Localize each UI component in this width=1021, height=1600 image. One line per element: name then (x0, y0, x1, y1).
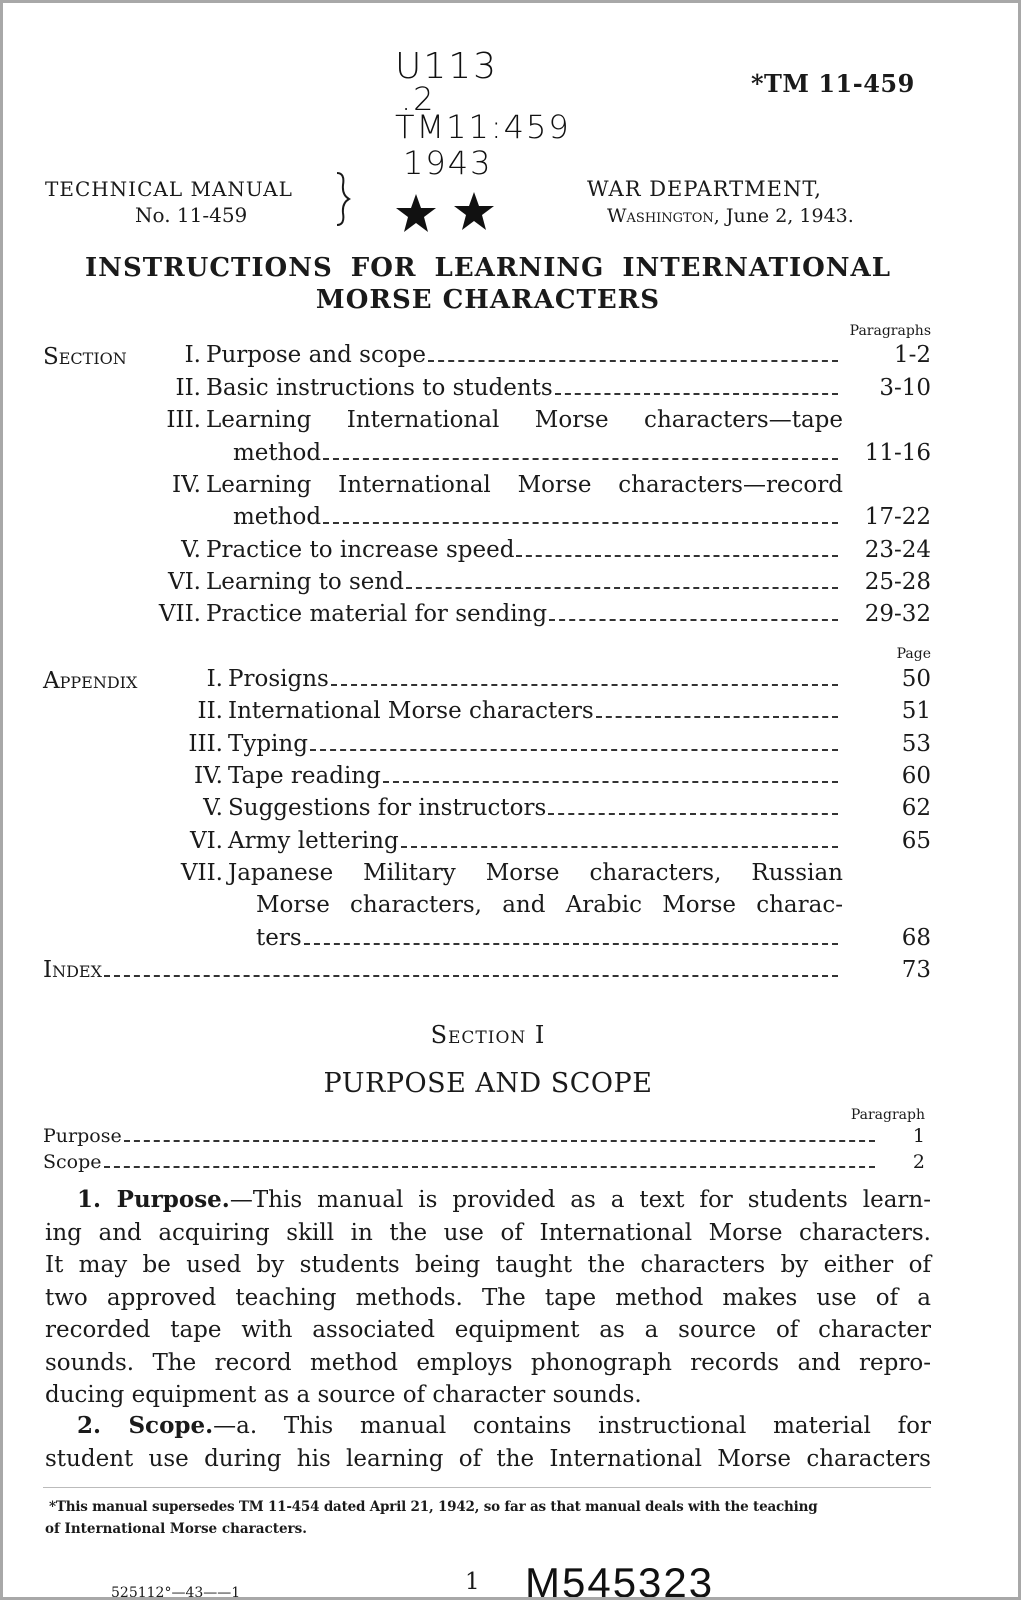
paragraph-line: 1. Purpose.—This manual is provided as a text for students learn- (77, 1186, 931, 1213)
toc-leader (401, 846, 838, 848)
toc-leader (104, 1166, 875, 1168)
toc-leader (304, 943, 838, 945)
toc-entry-ref: 62 (901, 795, 931, 821)
paragraph-line: It may be used by students being taught the characters by either of (45, 1252, 931, 1278)
toc-entry-ref: 29-32 (864, 601, 931, 627)
toc-entry-ref: 60 (901, 763, 931, 789)
paragraph-line: 2. Scope.—a. This manual contains instructional material for (77, 1412, 931, 1439)
toc-entry[interactable] (228, 795, 846, 821)
toc-entry-index[interactable] (43, 957, 846, 983)
brace-icon (335, 171, 351, 227)
toc-numeral: III. (166, 407, 201, 433)
section-heading: Section I (430, 1021, 546, 1049)
toc-entry-label: Suggestions for instructors (228, 795, 547, 821)
toc-section-prefix: Section (43, 344, 127, 370)
toc-leader (549, 619, 838, 621)
toc-entry[interactable] (233, 504, 846, 530)
paragraph-purpose (45, 1184, 931, 1412)
toc-numeral: I. (184, 342, 201, 368)
handwritten-note-2: .2 (401, 80, 436, 118)
toc-numeral: IV. (172, 472, 201, 498)
toc-entry-label: Tape reading (228, 763, 381, 789)
toc-entry-ref: 25-28 (864, 569, 931, 595)
toc-entry[interactable] (228, 828, 846, 854)
footnote-line2: of International Morse characters. (45, 1521, 307, 1537)
mini-toc-col-header: Paragraph (850, 1107, 925, 1123)
mini-toc-label: Purpose (43, 1125, 122, 1147)
toc-entry-ref: 3-10 (879, 375, 931, 401)
mini-toc-entry[interactable] (43, 1125, 883, 1147)
handwritten-note-1: U113 (395, 46, 499, 87)
toc-entry-label: Index (43, 957, 102, 983)
header-right-line2 (607, 205, 854, 227)
toc-numeral: VII. (180, 860, 223, 886)
toc-entry-label: Typing (228, 731, 308, 757)
toc-entry-ref: 23-24 (864, 537, 931, 563)
toc-entry-ref: 50 (901, 666, 931, 692)
toc-leader (548, 813, 838, 815)
toc-numeral: II. (175, 375, 201, 401)
toc-entry-label: Practice material for sending (206, 601, 548, 627)
toc-numeral: III. (188, 731, 223, 757)
toc-entry-ref: 51 (901, 698, 931, 724)
print-code: 525112°—43——1 (111, 1585, 241, 1600)
paragraph-line: ducing equipment as a source of character sounds. (45, 1382, 642, 1408)
header-date: , June 2, 1943. (713, 205, 854, 227)
toc-col-header-page: Page (896, 646, 931, 662)
toc-entry-label[interactable]: Morse characters, and Arabic Morse charac- (256, 892, 843, 918)
toc-entry-ref: 17-22 (864, 504, 931, 530)
star-icon (453, 191, 495, 231)
doc-code: *TM 11-459 (751, 69, 915, 98)
toc-numeral: II. (197, 698, 223, 724)
toc-leader (596, 716, 838, 718)
paragraph-line: two approved teaching methods. The tape method makes use of a (45, 1284, 931, 1311)
toc-leader (516, 555, 838, 557)
toc-entry[interactable] (206, 569, 846, 595)
handwritten-note-4: 1943 (403, 144, 493, 182)
document-title-line1: INSTRUCTIONS FOR LEARNING INTERNATIONAL (85, 253, 891, 283)
toc-leader (124, 1140, 875, 1142)
toc-numeral: V. (203, 795, 223, 821)
star-icon (395, 193, 437, 233)
toc-entry[interactable] (206, 375, 846, 401)
toc-entry[interactable] (206, 537, 846, 563)
toc-entry[interactable] (206, 601, 846, 627)
paragraph-lead: 1. Purpose. (77, 1186, 230, 1213)
toc-entry[interactable] (256, 925, 846, 951)
toc-entry-label[interactable]: Learning International Morse characters—record (206, 472, 843, 498)
footnote-rule (43, 1487, 931, 1488)
toc-leader (555, 393, 838, 395)
paragraph-line: student use during his learning of the International Morse characters (45, 1445, 931, 1472)
toc-leader (331, 684, 838, 686)
paragraph-line: ing and acquiring skill in the use of International Morse characters. (45, 1219, 931, 1246)
page-number: 1 (465, 1569, 480, 1595)
toc-entry-label: Prosigns (228, 666, 329, 692)
toc-entry[interactable] (228, 698, 846, 724)
toc-entry-label[interactable]: Japanese Military Morse characters, Russian (228, 860, 843, 886)
footnote-line1: *This manual supersedes TM 11-454 dated April 21, 1942, so far as that manual deals with the teaching (49, 1499, 818, 1515)
toc-entry-label: Learning to send (206, 569, 404, 595)
toc-entry-ref: 73 (901, 957, 931, 983)
toc-col-header-paragraphs: Paragraphs (849, 323, 931, 339)
mini-toc-label: Scope (43, 1151, 102, 1173)
mini-toc-ref: 1 (912, 1125, 925, 1147)
document-title-line2: MORSE CHARACTERS (315, 285, 661, 315)
toc-entry[interactable] (228, 731, 846, 757)
toc-leader (428, 360, 838, 362)
toc-entry-ref: 68 (901, 925, 931, 951)
toc-entry-label: Army lettering (228, 828, 399, 854)
toc-entry-label: ters (256, 925, 302, 951)
toc-numeral: I. (206, 666, 223, 692)
toc-entry-label: Basic instructions to students (206, 375, 553, 401)
paragraph-lead: 2. Scope. (77, 1412, 214, 1439)
section-title: PURPOSE AND SCOPE (323, 1068, 653, 1099)
toc-entry-label: International Morse characters (228, 698, 594, 724)
toc-entry[interactable] (233, 440, 846, 466)
toc-numeral: VII. (158, 601, 201, 627)
toc-entry[interactable] (206, 342, 846, 368)
header-right-line1: WAR DEPARTMENT, (587, 177, 822, 201)
toc-numeral: IV. (194, 763, 223, 789)
toc-numeral: VI. (167, 569, 201, 595)
toc-leader (104, 975, 838, 977)
toc-entry-ref: 53 (901, 731, 931, 757)
paragraph-line: recorded tape with associated equipment as a source of character (45, 1317, 931, 1343)
toc-numeral: V. (181, 537, 201, 563)
toc-entry-label[interactable]: Learning International Morse characters—tape (206, 407, 843, 433)
header-left-line2: No. 11-459 (135, 203, 248, 227)
toc-entry-ref: 65 (901, 828, 931, 854)
toc-entry[interactable] (228, 763, 846, 789)
toc-leader (323, 458, 838, 460)
toc-entry-label: Purpose and scope (206, 342, 427, 368)
toc-appendix-prefix: Appendix (43, 668, 138, 694)
toc-leader (323, 522, 838, 524)
header-left-line1: TECHNICAL MANUAL (45, 177, 293, 201)
accession-stamp: M545323 (525, 1559, 715, 1600)
toc-entry-ref: 1-2 (893, 342, 931, 368)
toc-leader (383, 781, 838, 783)
paragraph-line: sounds. The record method employs phonograph records and repro- (45, 1349, 931, 1376)
handwritten-note-3: TM11:459 (395, 108, 571, 146)
paragraph-scope (45, 1410, 931, 1475)
toc-entry[interactable] (228, 666, 846, 692)
toc-entry-ref: 11-16 (864, 440, 931, 466)
toc-entry-label: Practice to increase speed (206, 537, 515, 563)
toc-entry-label: method (233, 504, 322, 530)
header-city: Washington (607, 205, 714, 227)
toc-entry-label: method (233, 440, 322, 466)
mini-toc-ref: 2 (912, 1151, 925, 1173)
toc-leader (310, 749, 838, 751)
mini-toc-entry[interactable] (43, 1151, 883, 1173)
toc-numeral: VI. (189, 828, 223, 854)
toc-leader (406, 587, 838, 589)
